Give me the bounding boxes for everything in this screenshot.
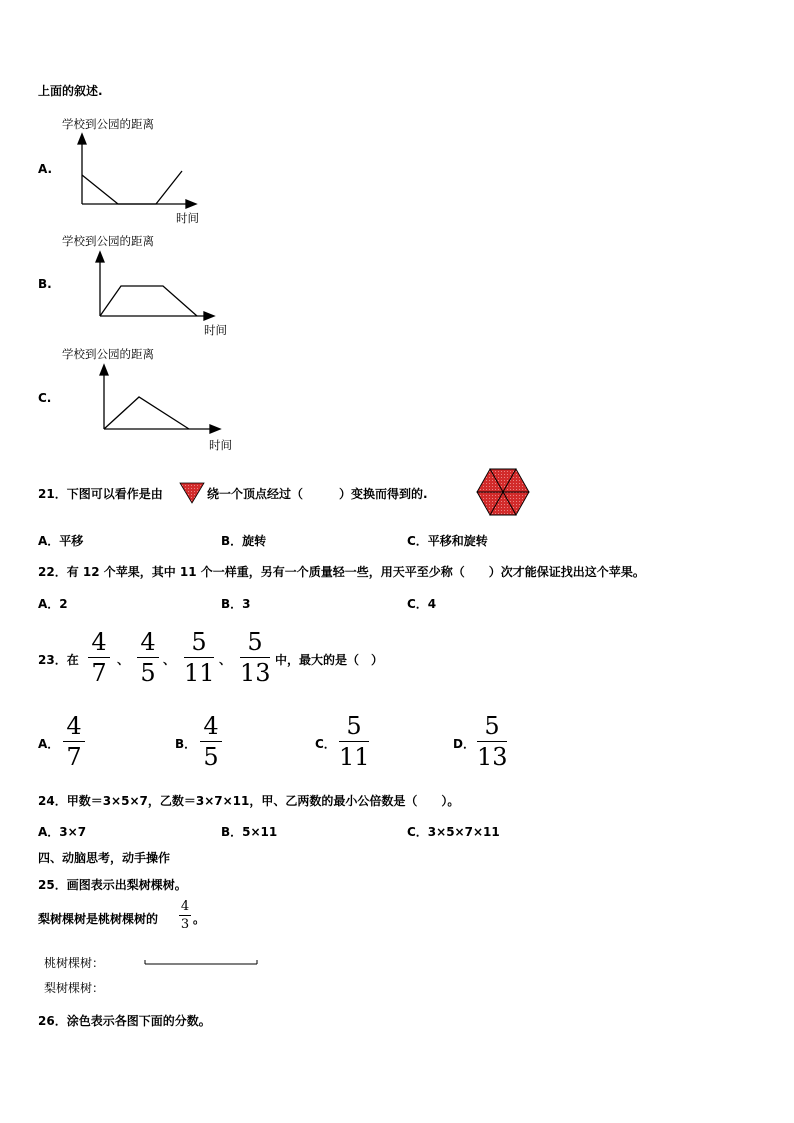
q21-option-b: B．旋转 xyxy=(221,534,267,548)
q25-fraction: 4 3 xyxy=(180,899,190,932)
q21-text-before: 21．下图可以看作是由 xyxy=(38,487,163,501)
q24-option-a: A．3×7 xyxy=(38,825,87,839)
q22-text: 22．有 12 个苹果，其中 11 个一样重，另有一个质量轻一些，用天平至少称（ ）次才能保证找出这个苹果。 xyxy=(38,565,645,579)
q26-title: 26．涂色表示各图下面的分数。 xyxy=(38,1014,211,1028)
q23-fraction-4: 5 13 xyxy=(240,628,271,687)
graph-c-time-label: 时间 xyxy=(209,438,232,452)
q23-option-a-fraction: 4 7 xyxy=(63,714,85,769)
q22-option-c: C．4 xyxy=(407,597,437,611)
pear-label: 梨树棵树： xyxy=(44,981,105,995)
q23-sep-3: 、 xyxy=(219,653,232,667)
q23-sep-1: 、 xyxy=(117,653,130,667)
graph-c-title: 学校到公园的距离 xyxy=(62,347,154,361)
q23-option-d-fraction: 5 13 xyxy=(477,712,508,771)
q21-option-a: A．平移 xyxy=(38,534,84,548)
q23-fraction-1: 4 7 xyxy=(88,630,110,685)
q23-suffix: 中，最大的是（ ） xyxy=(275,653,384,667)
q24-option-c: C．3×5×7×11 xyxy=(407,825,500,839)
q25-statement: 梨树棵树是桃树棵树的 xyxy=(38,912,159,926)
q22-option-b: B．3 xyxy=(221,597,251,611)
intro-text: 上面的叙述. xyxy=(38,84,103,98)
q23-option-b-label: B． xyxy=(175,737,197,751)
graph-a-time-label: 时间 xyxy=(176,211,199,225)
option-c-label: C. xyxy=(38,391,52,405)
q22-option-a: A．2 xyxy=(38,597,68,611)
q23-option-d-label: D． xyxy=(453,737,475,751)
q23-option-b-fraction: 4 5 xyxy=(200,714,222,769)
q23-prefix: 23．在 xyxy=(38,653,79,667)
option-a-label: A. xyxy=(38,162,53,176)
graph-b-title: 学校到公园的距离 xyxy=(62,234,154,248)
q21-text-after: 绕一个顶点经过（ ）变换而得到的. xyxy=(207,487,428,501)
q25-end: 。 xyxy=(193,912,206,926)
graph-a-title: 学校到公园的距离 xyxy=(62,117,154,131)
q23-fraction-3: 5 11 xyxy=(184,628,215,687)
q23-sep-2: 、 xyxy=(163,653,176,667)
q23-option-c-label: C． xyxy=(315,737,336,751)
q24-option-b: B．5×11 xyxy=(221,825,278,839)
section-4-heading: 四、动脑思考，动手操作 xyxy=(38,851,171,865)
q21-option-c: C．平移和旋转 xyxy=(407,534,488,548)
q23-option-c-fraction: 5 11 xyxy=(339,712,370,771)
peach-label: 桃树棵树： xyxy=(44,956,105,970)
q24-text: 24．甲数＝3×5×7，乙数＝3×7×11，甲、乙两数的最小公倍数是（ ）。 xyxy=(38,794,460,808)
graph-b-time-label: 时间 xyxy=(204,323,227,337)
q23-option-a-label: A． xyxy=(38,737,60,751)
q23-fraction-2: 4 5 xyxy=(137,630,159,685)
option-b-label: B. xyxy=(38,277,52,291)
q25-title: 25．画图表示出梨树棵树。 xyxy=(38,878,187,892)
